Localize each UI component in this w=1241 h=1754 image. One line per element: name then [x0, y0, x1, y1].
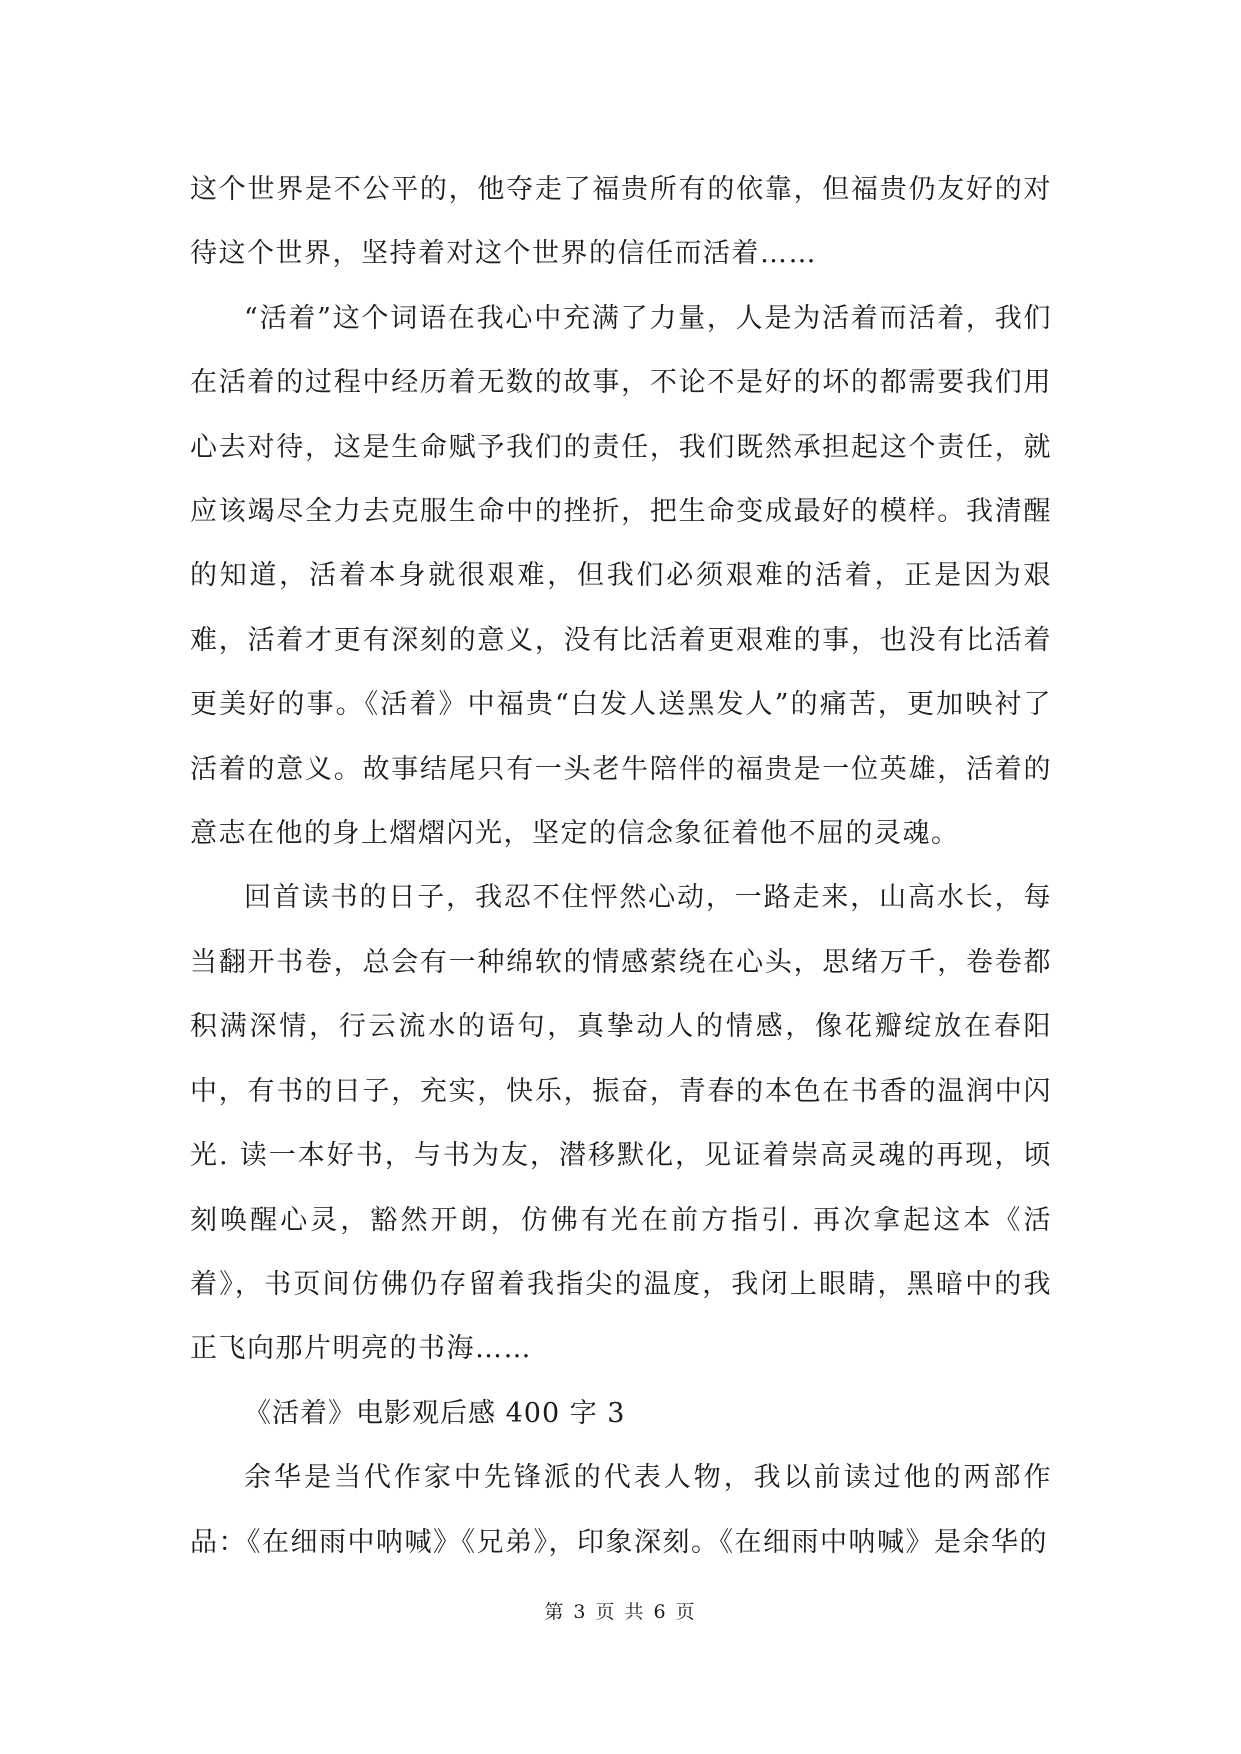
section-heading: 《活着》电影观后感 400 字 3: [244, 1397, 626, 1429]
page-number-footer: 第 3 页 共 6 页: [544, 1601, 697, 1623]
document-body: [190, 158, 1052, 1575]
paragraph-continued: 这个世界是不公平的，他夺走了福贵所有的依靠，但福贵仍友好的对待这个世界，坚持着对这个世界的信任而活着……: [190, 174, 1052, 270]
paragraph-reading-memories: 回首读书的日子，我忍不住怦然心动，一路走来，山高水长，每当翻开书卷，总会有一种绵软的情感萦绕在心头，思绪万千，卷卷都积满深情，行云流水的语句，真挚动人的情感，像花瓣绽放在春阳中，有书的日子，充实，快乐，振奋，青春的本色在书香的温润中闪光. 读一本好书，与书为友，潜移默化，见证着崇高灵魂的再现，顷刻唤醒心灵，豁然开朗，仿佛有光在前方指引. 再次拿起这本《活着》，书页间仿佛仍存留着我指尖的温度，我闭上眼睛，黑暗中的我正飞向那片明亮的书海……: [190, 882, 1052, 1365]
paragraph-huozhe-meaning: “活着”这个词语在我心中充满了力量，人是为活着而活着，我们在活着的过程中经历着无数的故事，不论不是好的坏的都需要我们用心去对待，这是生命赋予我们的责任，我们既然承担起这个责任，就应该竭尽全力去克服生命中的挫折，把生命变成最好的模样。我清醒的知道，活着本身就很艰难，但我们必须艰难的活着，正是因为艰难，活着才更有深刻的意义，没有比活着更艰难的事，也没有比活着更美好的事。《活着》中福贵“白发人送黑发人”的痛苦，更加映衬了活着的意义。故事结尾只有一头老牛陪伴的福贵是一位英雄，活着的意志在他的身上熠熠闪光，坚定的信念象征着他不屈的灵魂。: [190, 302, 1052, 850]
paragraph-yuhua-intro: 余华是当代作家中先锋派的代表人物，我以前读过他的两部作品：《在细雨中呐喊》《兄弟》，印象深刻。《在细雨中呐喊》是余华的: [190, 1462, 1052, 1558]
